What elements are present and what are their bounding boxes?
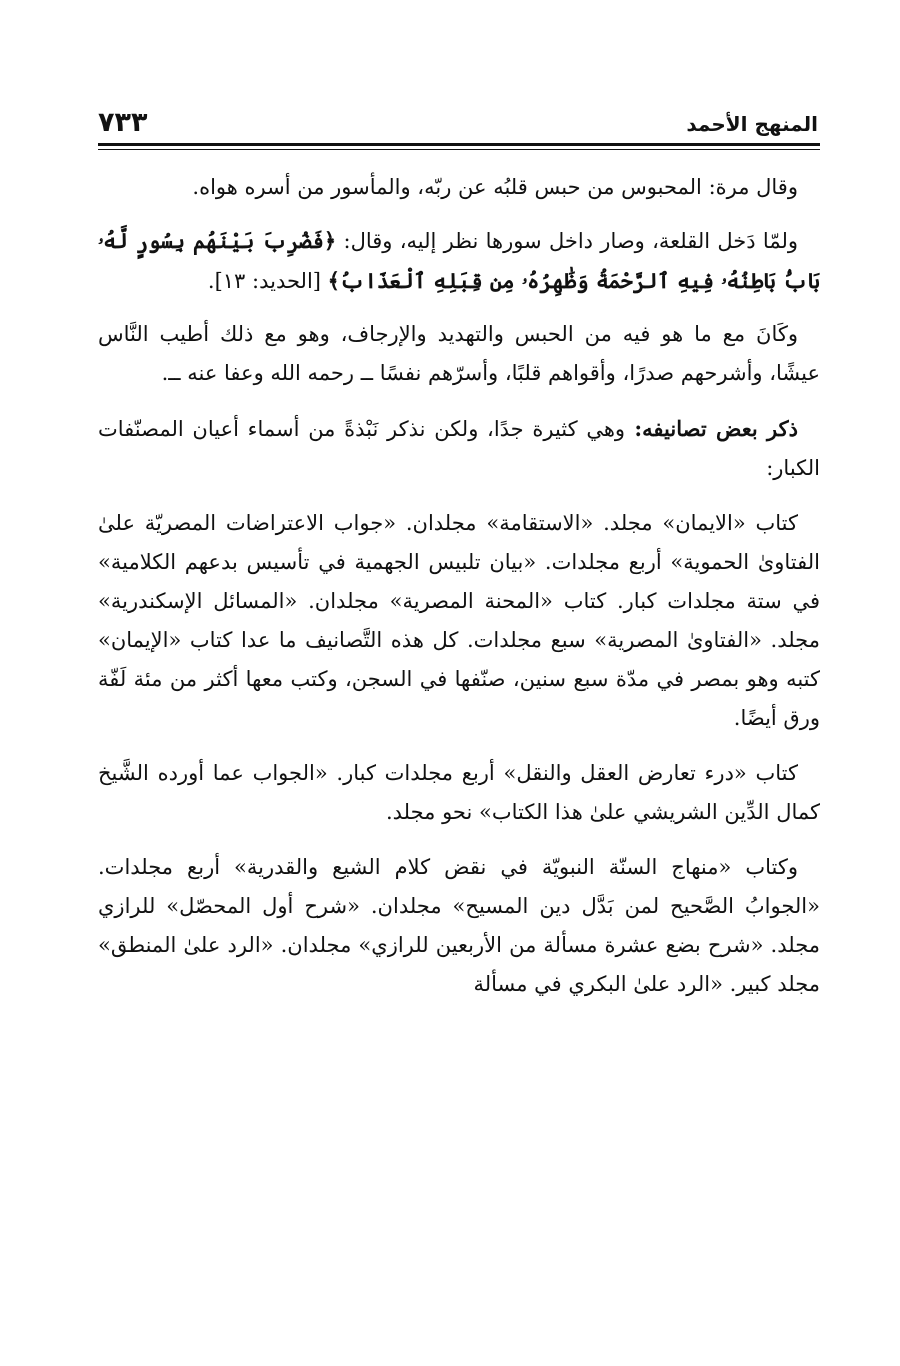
paragraph-text: وكتاب «منهاج السنّة النبويّة في نقض كلام الشيع والقدرية» أربع مجلدات. «الجوابُ الصَّحيح لمن بَدَّل دين المسيح» مجلدان. «شرح أول المحصّل» للرازي مجلد. «شرح بضع عشرة مسألة من الأربعين للرازي» مجلدان. «الرد علىٰ المنطق» مجلد كبير. «الرد علىٰ البكري في مسألة [98, 855, 820, 996]
paragraph [98, 754, 820, 832]
running-header [98, 108, 818, 140]
paragraph-text: وقال مرة: المحبوس من حبس قلبُه عن ربّه، والمأسور من أسره هواه. [192, 175, 798, 199]
paragraph [98, 504, 820, 738]
page-number: ٧٣٣ [98, 107, 148, 138]
header-rule-thick [98, 143, 820, 146]
header-title: المنهج الأحمد [686, 112, 818, 136]
quran-verse: ﴿فَضُرِبَ بَيْنَهُم بِسُورٍ لَّهُۥ بَابُۢ بَاطِنُهُۥ فِيهِ ٱلرَّحْمَةُ وَظَٰهِرُهُۥ مِن قِبَلِهِ ٱلْعَذَابُ﴾ [98, 228, 820, 293]
header-rule-thin [98, 149, 820, 150]
paragraph-quran [98, 221, 820, 301]
paragraph [98, 168, 820, 207]
paragraph-lead: ولمّا دَخل القلعة، وصار داخل سورها نظر إليه، وقال: [336, 229, 798, 253]
paragraph-text: وكَانَ مع ما هو فيه من الحبس والتهديد والإرجاف، وهو مع ذلك أطيب النَّاس عيشًا، وأشرحهم صدرًا، وأقواهم قلبًا، وأسرّهم نفسًا ــ رحمه الله وعفا عنه ــ. [98, 322, 820, 385]
paragraph [98, 848, 820, 1004]
paragraph-text: كتاب «الايمان» مجلد. «الاستقامة» مجلدان. «جواب الاعتراضات المصريّة علىٰ الفتاوىٰ الحموية» أربع مجلدات. «بيان تلبيس الجهمية في تأسيس بدعهم الكلامية» في ستة مجلدات كبار. كتاب «المحنة المصرية» مجلدان. «المسائل الإسكندرية» مجلد. «الفتاوىٰ المصرية» سبع مجلدات. كل هذه التَّصانيف ما عدا كتاب «الإيمان» كتبه وهو بمصر في مدّة سبع سنين، صنّفها في السجن، وكتب معها أكثر من مئة لَفّة ورق أيضًا. [98, 511, 820, 730]
paragraph-text: كتاب «درء تعارض العقل والنقل» أربع مجلدات كبار. «الجواب عما أورده الشَّيخ كمال الدِّين الشريشي علىٰ هذا الكتاب» نحو مجلد. [98, 761, 820, 824]
paragraph-text: وهي كثيرة جدًا، ولكن نذكر نَبْذةً من أسماء أعيان المصنّفات الكبار: [98, 417, 820, 480]
paragraph-section-heading [98, 409, 820, 488]
section-heading: ذكر بعض تصانيفه: [625, 416, 798, 441]
page-body [98, 168, 820, 1020]
paragraph [98, 315, 820, 393]
verse-reference: [الحديد: ١٣]. [207, 269, 328, 293]
